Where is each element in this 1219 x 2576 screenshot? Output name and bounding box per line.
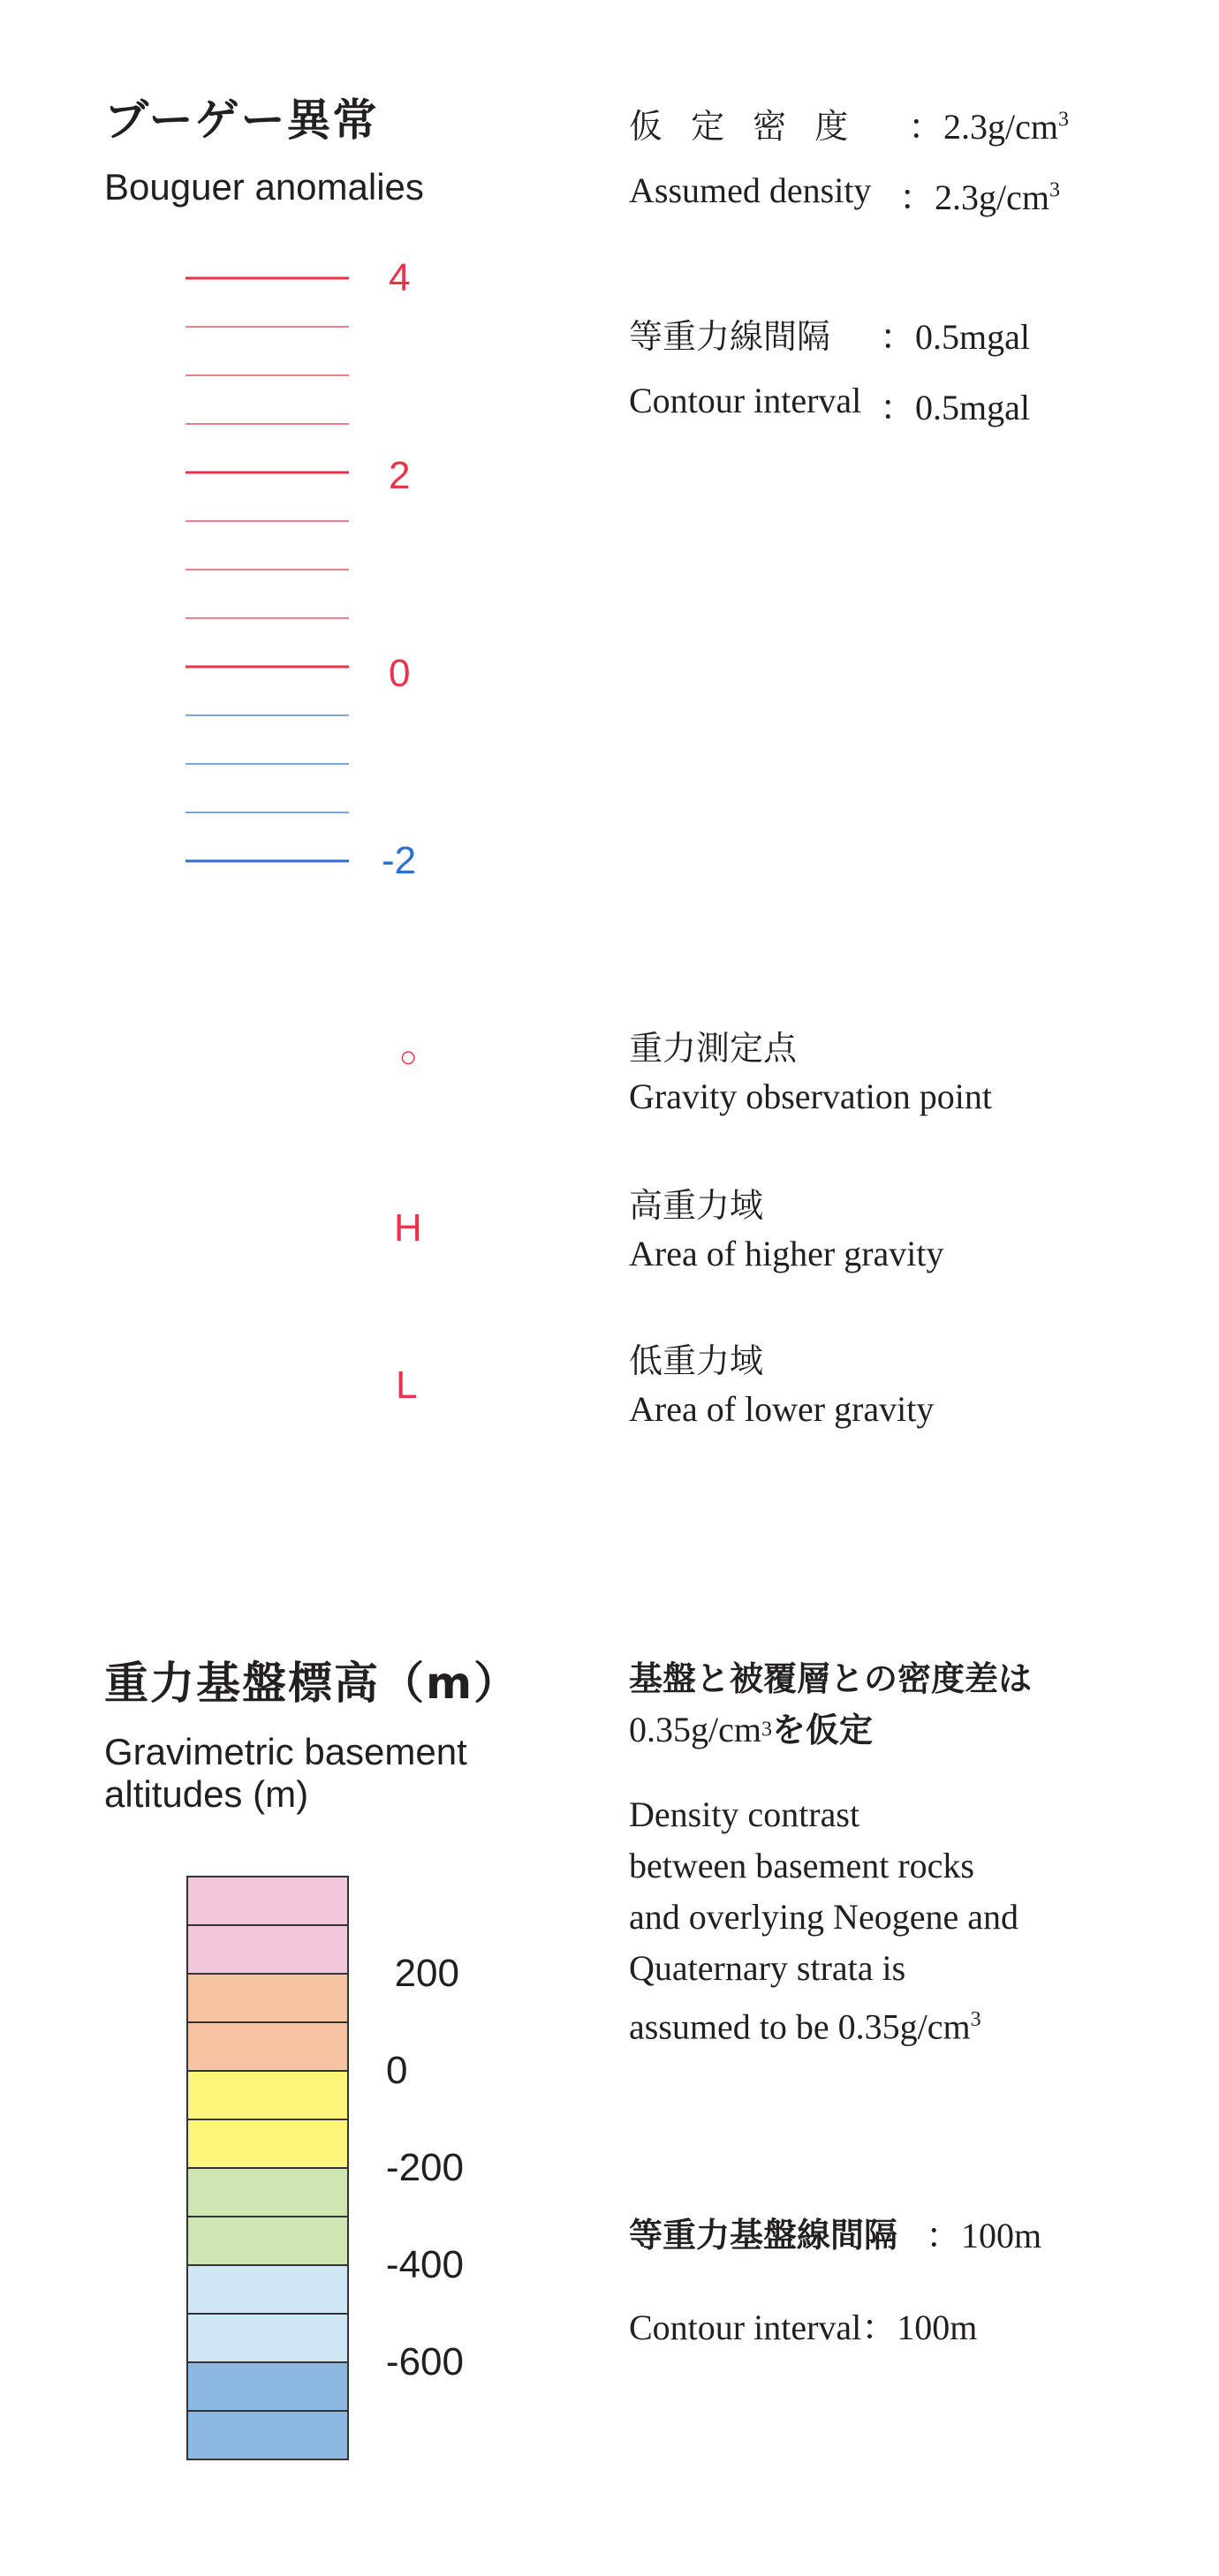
ramp-swatch <box>186 2216 349 2266</box>
ramp-swatch <box>186 2167 349 2217</box>
ramp-swatch <box>186 2264 349 2315</box>
note-en: Density contrast between basement rocks and overlying Neogene and Quaternary strata is assumed to be $0.35g/cm^3$ <box>629 1794 1018 2047</box>
basement-interval-jp-value: ：100m <box>926 2216 1042 2255</box>
interval-en-label: Contour interval <box>629 381 862 420</box>
density-en-value: ：$2.3g/cm^3$ <box>899 178 1060 217</box>
basement-title-jp: 重力基盤標高（m） <box>104 1658 520 1709</box>
ramp-swatch <box>186 2361 349 2412</box>
symbol-jp: 重力測定点 <box>629 1029 798 1068</box>
h-mark-icon: H <box>394 1206 422 1250</box>
basement-title-en-1: Gravimetric basement <box>104 1731 467 1772</box>
bouguer-title-en: Bouguer anomalies <box>104 166 424 208</box>
symbol-jp: 低重力域 <box>629 1341 764 1380</box>
contour-label-4: 4 <box>389 256 411 299</box>
basement-title-en-2: altitudes (m) <box>104 1773 309 1815</box>
density-jp-value: ：$2.3g/cm^3$ <box>908 107 1069 147</box>
ramp-label-200: 200 <box>394 1952 459 1995</box>
symbol-en: Gravity observation point <box>629 1076 993 1116</box>
ramp-swatch <box>186 2070 349 2120</box>
interval-jp-label: 等重力線間隔 <box>629 317 831 356</box>
interval-jp-value: ：0.5mgal <box>880 317 1030 357</box>
ramp-label-0: 0 <box>386 2049 408 2092</box>
ramp-label-minus-200: -200 <box>385 2146 464 2189</box>
density-en-label: Assumed density <box>629 170 872 210</box>
basement-interval-jp-label: 等重力基盤線間隔 <box>629 2216 898 2255</box>
contour-label-2: 2 <box>389 454 411 497</box>
l-mark-icon: L <box>396 1364 418 1407</box>
ramp-swatch <box>186 1924 349 1975</box>
contour-label-minus-2: -2 <box>382 839 417 882</box>
circle-icon: ○ <box>399 1040 418 1074</box>
basement-interval-en: Contour interval：100m <box>629 2308 978 2347</box>
note-jp-line-1: 基盤と被覆層との密度差は <box>629 1659 1033 1698</box>
ramp-swatch <box>186 2410 349 2460</box>
density-jp-label: 仮 定 密 度 <box>629 107 858 146</box>
symbol-en: Area of higher gravity <box>629 1234 944 1273</box>
ramp-label-minus-600: -600 <box>385 2340 464 2383</box>
interval-en-value: ：0.5mgal <box>880 388 1030 427</box>
symbol-en: Area of lower gravity <box>629 1389 935 1429</box>
symbol-jp: 高重力域 <box>629 1186 764 1225</box>
ramp-swatch <box>186 1876 349 1926</box>
note-jp-line-2: $0.35g/cm^3$を仮定 <box>629 1710 873 1749</box>
ramp-swatch <box>186 2119 349 2169</box>
ramp-swatch <box>186 2021 349 2072</box>
contour-lines <box>177 265 371 883</box>
contour-label-0: 0 <box>389 652 411 695</box>
bouguer-title-jp: ブーゲー異常 <box>104 94 379 146</box>
ramp-swatch <box>186 2313 349 2363</box>
ramp-swatch <box>186 1973 349 2023</box>
ramp-label-minus-400: -400 <box>385 2243 464 2286</box>
